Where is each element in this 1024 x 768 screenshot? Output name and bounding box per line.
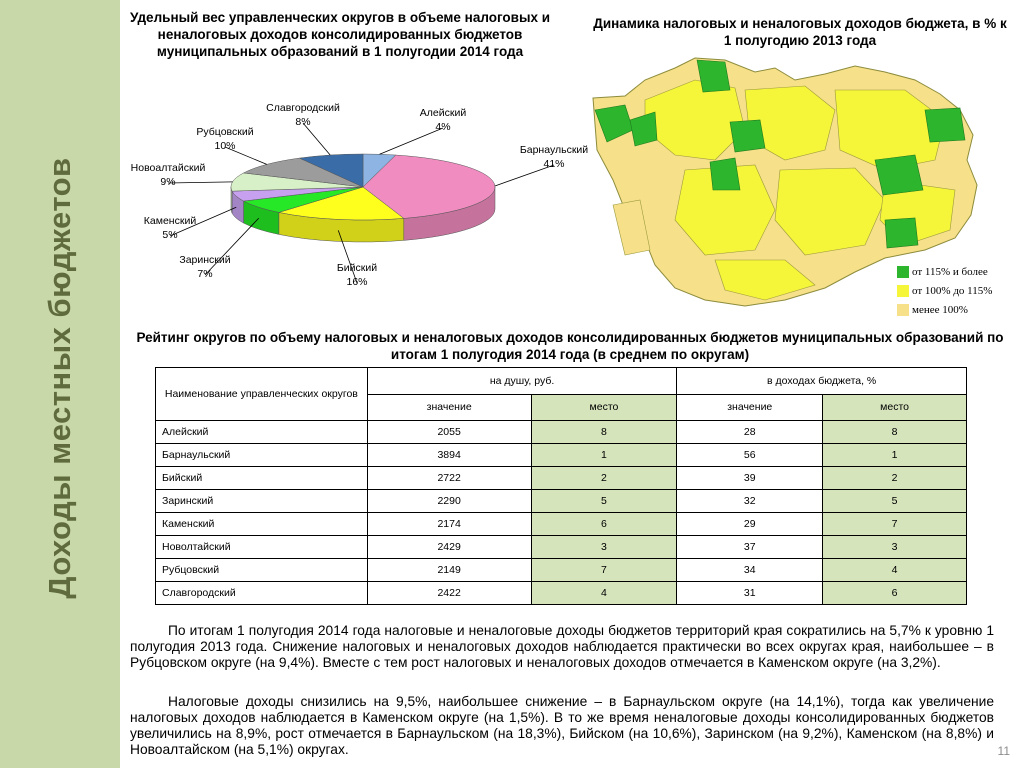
cell-district: Бийский <box>156 467 368 490</box>
pie-label-value: 8% <box>295 116 311 128</box>
col-header-name: Наименование управленческих округов <box>156 368 368 421</box>
legend-label: от 100% до 115% <box>912 284 993 297</box>
page-number: 11 <box>997 744 1010 758</box>
cell-value: 31 <box>677 582 823 605</box>
table-row <box>156 582 967 605</box>
map-district <box>875 155 923 195</box>
cell-district: Алейский <box>156 421 368 444</box>
pie-chart <box>125 95 589 295</box>
cell-value: 2422 <box>367 582 531 605</box>
cell-district: Заринский <box>156 490 368 513</box>
pie-label-name: Заринский <box>179 254 231 266</box>
cell-value: 37 <box>677 536 823 559</box>
slide-title: Доходы местных бюджетов <box>42 157 77 599</box>
cell-rank: 8 <box>531 421 677 444</box>
cell-rank: 5 <box>531 490 677 513</box>
cell-value: 2290 <box>367 490 531 513</box>
map-title: Динамика налоговых и неналоговых доходов бюджета, в % к 1 полугодию 2013 года <box>593 16 1007 48</box>
table-row <box>156 444 967 467</box>
cell-district: Славгородский <box>156 582 368 605</box>
paragraph-1: По итогам 1 полугодия 2014 года налоговые и неналоговые доходы бюджетов территорий края сократились на 5,7% к уровню 1 полугодия 2013 года. Снижение налоговых и неналоговых доходов наблюдается практически во всех округах края, наибольшее – в Рубцовском округе (на 9,4%). Вместе с тем рост налоговых и неналоговых доходов отмечается в Каменском округе (на 3,2%). <box>130 623 994 670</box>
cell-value: 2174 <box>367 513 531 536</box>
cell-value: 32 <box>677 490 823 513</box>
cell-value: 29 <box>677 513 823 536</box>
legend-item <box>897 262 992 281</box>
cell-value: 39 <box>677 467 823 490</box>
pie-label-name: Алейский <box>419 107 467 119</box>
table-row <box>156 536 967 559</box>
cell-value: 28 <box>677 421 823 444</box>
table-row <box>156 467 967 490</box>
pie-label-value: 7% <box>197 268 213 280</box>
cell-value: 2149 <box>367 559 531 582</box>
map-district <box>730 120 765 152</box>
pie-label-value: 16% <box>346 276 368 288</box>
pie-label-name: Бийский <box>336 262 378 274</box>
map-district <box>710 158 740 190</box>
cell-rank: 8 <box>823 421 967 444</box>
legend-label: менее 100% <box>912 303 968 316</box>
pie-label-value: 9% <box>160 176 176 188</box>
pie-label-name: Рубцовский <box>196 126 254 138</box>
pie-label-value: 41% <box>543 158 565 170</box>
cell-value: 34 <box>677 559 823 582</box>
cell-rank: 2 <box>823 467 967 490</box>
cell-value: 3894 <box>367 444 531 467</box>
legend-swatch <box>897 266 909 278</box>
cell-district: Барнаульский <box>156 444 368 467</box>
sidebar <box>0 0 120 768</box>
leader-line <box>205 218 259 275</box>
table-header-row <box>156 368 967 395</box>
legend-item <box>897 300 992 319</box>
legend-label: от 115% и более <box>912 265 988 278</box>
map-district <box>885 218 918 248</box>
cell-rank: 5 <box>823 490 967 513</box>
cell-rank: 3 <box>823 536 967 559</box>
cell-rank: 7 <box>531 559 677 582</box>
cell-rank: 3 <box>531 536 677 559</box>
pie-label-name: Каменский <box>143 215 197 227</box>
cell-rank: 2 <box>531 467 677 490</box>
cell-rank: 6 <box>531 513 677 536</box>
map-district <box>925 108 965 142</box>
table-row <box>156 513 967 536</box>
cell-rank: 1 <box>823 444 967 467</box>
sub-header-rank: место <box>823 394 967 421</box>
cell-rank: 6 <box>823 582 967 605</box>
pie-label-name: Новоалтайский <box>130 162 206 174</box>
sub-header-value: значение <box>367 394 531 421</box>
cell-value: 2722 <box>367 467 531 490</box>
table-row <box>156 490 967 513</box>
leader-line <box>168 182 233 183</box>
sub-header-rank: место <box>531 394 677 421</box>
cell-district: Каменский <box>156 513 368 536</box>
legend-item <box>897 281 992 300</box>
map-district <box>697 60 730 92</box>
cell-value: 2055 <box>367 421 531 444</box>
pie-tops <box>231 154 495 220</box>
pie-chart-title: Удельный вес управленческих округов в объеме налоговых и неналоговых доходов консолидированных бюджетов муниципальных образований в 1 полугодии 2014 года <box>129 10 551 59</box>
pie-label-name: Барнаульский <box>519 144 589 156</box>
leader-line <box>380 128 443 154</box>
pie-label-value: 10% <box>214 140 236 152</box>
sub-header-value: значение <box>677 394 823 421</box>
map-legend <box>897 262 992 319</box>
col-header-share: в доходах бюджета, % <box>677 368 967 395</box>
paragraph-2: Налоговые доходы снизились на 9,5%, наибольшее снижение – в Барнаульском округе (на 14,1%), тогда как увеличение налоговых доходов наблюдается в Каменском округе (на 1,5%). В то же время неналоговые доходы консолидированных бюджетов увеличились на 8,9%, рост отмечается в Барнаульском (на 18,3%), Бийском (на 10,6%), Заринском (на 9,2%), Каменском (на 8,8%) и Новоалтайском (на 5,1%) округах. <box>130 694 994 757</box>
cell-value: 56 <box>677 444 823 467</box>
pie-label-value: 5% <box>162 229 178 241</box>
cell-value: 2429 <box>367 536 531 559</box>
table-row <box>156 559 967 582</box>
cell-rank: 7 <box>823 513 967 536</box>
col-header-per-capita: на душу, руб. <box>367 368 677 395</box>
table-row <box>156 421 967 444</box>
cell-rank: 4 <box>531 582 677 605</box>
cell-district: Рубцовский <box>156 559 368 582</box>
cell-district: Новолтайский <box>156 536 368 559</box>
legend-swatch <box>897 304 909 316</box>
cell-rank: 4 <box>823 559 967 582</box>
cell-rank: 1 <box>531 444 677 467</box>
rating-title: Рейтинг округов по объему налоговых и неналоговых доходов консолидированных бюджетов муниципальных образований по итогам 1 полугодия 2014 года (в среднем по округам) <box>136 330 1004 362</box>
pie-label-value: 4% <box>435 121 451 133</box>
legend-swatch <box>897 285 909 297</box>
pie-label-name: Славгородский <box>266 102 340 114</box>
rating-table <box>155 367 967 605</box>
